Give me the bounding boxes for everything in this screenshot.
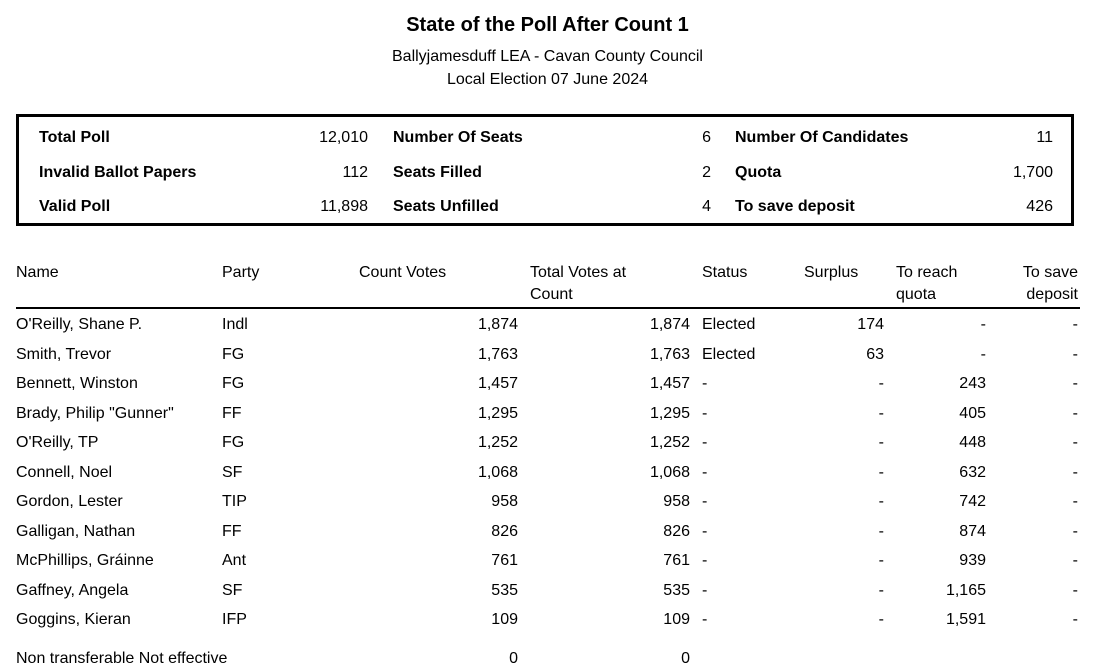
candidate-surplus: - (878, 463, 884, 481)
filled-value: 2 (702, 164, 711, 181)
table-row (0, 371, 1095, 397)
deposit-value: 426 (1026, 198, 1053, 215)
unfilled-value: 4 (702, 198, 711, 215)
candidate-name: O'Reilly, TP (16, 434, 99, 451)
unfilled-label: Seats Unfilled (393, 198, 499, 215)
candidate-to-save-deposit: - (1072, 552, 1078, 569)
candidate-name: O'Reilly, Shane P. (16, 316, 143, 333)
candidate-status: - (702, 581, 708, 599)
candidate-total-votes: 958 (663, 493, 690, 510)
seats-value: 6 (702, 129, 711, 146)
col-header-to-reach-line1: To reach (896, 264, 958, 281)
candidate-surplus: - (878, 404, 884, 422)
page-title: State of the Poll After Count 1 (406, 14, 689, 36)
election-subtitle: Local Election 07 June 2024 (446, 71, 649, 88)
candidate-total-votes: 1,068 (649, 463, 690, 481)
valid-value: 11,898 (320, 198, 368, 215)
candidate-party: Ant (222, 552, 247, 569)
quota-value: 1,700 (1012, 164, 1053, 181)
candidate-total-votes: 1,457 (649, 375, 690, 392)
col-header-total-votes-line2: Count (530, 286, 573, 303)
table-row (0, 430, 1095, 456)
col-header-count-votes: Count Votes (359, 264, 447, 281)
total-poll-value: 12,010 (319, 129, 368, 146)
deposit-label: To save deposit (735, 198, 855, 215)
non-transferable-total: 0 (681, 650, 690, 667)
candidate-surplus: - (878, 581, 884, 599)
candidate-status: - (702, 493, 708, 510)
lea-subtitle: Ballyjamesduff LEA - Cavan County Council (392, 48, 703, 65)
seats-label: Number Of Seats (393, 129, 523, 146)
candidate-status: - (702, 404, 708, 422)
col-header-status: Status (702, 264, 748, 281)
candidate-surplus: - (878, 611, 884, 628)
col-header-to-save-line2: deposit (1026, 286, 1078, 303)
col-header-to-reach-quota (896, 262, 957, 306)
candidate-surplus: - (878, 522, 884, 540)
candidate-count-votes: 1,874 (477, 316, 518, 333)
total-poll-label: Total Poll (39, 129, 110, 146)
table-row (0, 489, 1095, 515)
table-row (0, 548, 1095, 574)
col-header-name: Name (16, 264, 59, 281)
filled-label: Seats Filled (393, 164, 482, 181)
col-header-to-save-deposit (1023, 262, 1078, 306)
valid-label: Valid Poll (39, 198, 111, 215)
candidate-party: IFP (222, 611, 247, 628)
candidate-count-votes: 761 (491, 552, 518, 569)
candidate-party: FG (222, 375, 245, 392)
quota-label: Quota (735, 164, 782, 181)
table-row (0, 607, 1095, 633)
candidate-name: Brady, Philip "Gunner" (16, 404, 174, 422)
candidate-to-save-deposit: - (1072, 345, 1078, 363)
candidate-surplus: - (878, 375, 884, 392)
candidate-party: FG (222, 434, 245, 451)
col-header-to-save-line1: To save (1022, 264, 1078, 281)
candidate-name: McPhillips, Gráinne (16, 552, 154, 569)
candidate-name: Connell, Noel (16, 463, 113, 481)
candidate-to-save-deposit: - (1072, 611, 1078, 628)
candidate-status: - (702, 522, 708, 540)
col-header-to-reach-line2: quota (896, 286, 937, 303)
candidate-count-votes: 826 (491, 522, 518, 540)
candidate-to-reach-quota: 405 (959, 404, 986, 422)
candidate-to-reach-quota: 1,165 (945, 581, 986, 599)
candidate-total-votes: 1,295 (649, 404, 690, 422)
table-row (0, 342, 1095, 368)
candidate-to-save-deposit: - (1072, 375, 1078, 392)
non-transferable-label: Non transferable Not effective (16, 650, 228, 667)
candidate-total-votes: 826 (663, 522, 690, 540)
candidate-status: - (702, 375, 708, 392)
candidate-party: SF (222, 581, 243, 599)
candidate-total-votes: 1,874 (649, 316, 690, 333)
candidate-to-reach-quota: - (980, 345, 986, 363)
candidate-to-save-deposit: - (1072, 463, 1078, 481)
candidate-status: - (702, 434, 708, 451)
col-header-surplus: Surplus (804, 264, 859, 281)
candidate-total-votes: 761 (663, 552, 690, 569)
table-row (0, 460, 1095, 486)
candidate-count-votes: 1,252 (477, 434, 518, 451)
col-header-party: Party (222, 264, 260, 281)
candidate-status: Elected (702, 316, 756, 333)
candidate-count-votes: 958 (491, 493, 518, 510)
candidate-surplus: 174 (857, 316, 884, 333)
candidate-count-votes: 1,763 (477, 345, 518, 363)
candidate-name: Bennett, Winston (16, 375, 138, 392)
non-transferable-row (0, 646, 1095, 672)
candidate-to-save-deposit: - (1072, 434, 1078, 451)
candidate-to-save-deposit: - (1072, 404, 1078, 422)
candidate-total-votes: 109 (663, 611, 690, 628)
table-row (0, 401, 1095, 427)
candidate-name: Gaffney, Angela (16, 581, 129, 599)
candidate-surplus: - (878, 434, 884, 451)
candidate-total-votes: 1,763 (649, 345, 690, 363)
candidate-to-save-deposit: - (1072, 316, 1078, 333)
candidate-to-reach-quota: 939 (959, 552, 986, 569)
candidate-to-reach-quota: 742 (959, 493, 986, 510)
candidate-to-reach-quota: 874 (959, 522, 986, 540)
candidate-to-reach-quota: 1,591 (945, 611, 986, 628)
candidate-status: - (702, 552, 708, 569)
col-header-total-votes-line1: Total Votes at (530, 264, 627, 281)
candidate-total-votes: 535 (663, 581, 690, 599)
candidate-status: - (702, 611, 708, 628)
candidate-count-votes: 1,457 (477, 375, 518, 392)
candidate-to-save-deposit: - (1072, 522, 1078, 540)
table-row (0, 312, 1095, 338)
candidate-party: FF (222, 522, 242, 540)
candidate-party: FF (222, 404, 242, 422)
col-header-total-votes (530, 262, 626, 306)
candidate-surplus: - (878, 552, 884, 569)
invalid-label: Invalid Ballot Papers (39, 164, 197, 181)
candidate-to-reach-quota: - (980, 316, 986, 333)
candidate-count-votes: 535 (491, 581, 518, 599)
candidate-name: Gordon, Lester (16, 493, 123, 510)
summary-box (16, 114, 1074, 226)
candidate-status: Elected (702, 345, 756, 363)
table-row (0, 578, 1095, 604)
candidate-surplus: 63 (866, 345, 884, 363)
candidate-party: SF (222, 463, 243, 481)
candidates-value: 11 (1036, 129, 1053, 146)
candidate-party: Indl (222, 316, 248, 333)
candidate-party: FG (222, 345, 245, 363)
candidate-name: Goggins, Kieran (16, 611, 131, 628)
candidate-status: - (702, 463, 708, 481)
candidate-to-save-deposit: - (1072, 493, 1078, 510)
invalid-value: 112 (342, 164, 368, 181)
candidate-name: Galligan, Nathan (16, 522, 136, 540)
non-transferable-count: 0 (509, 650, 518, 667)
candidate-party: TIP (222, 493, 247, 510)
candidates-label: Number Of Candidates (735, 129, 909, 146)
candidate-to-reach-quota: 243 (959, 375, 986, 392)
candidate-count-votes: 1,068 (477, 463, 518, 481)
candidate-to-reach-quota: 448 (959, 434, 986, 451)
candidate-to-reach-quota: 632 (959, 463, 986, 481)
candidate-count-votes: 1,295 (477, 404, 518, 422)
table-row (0, 519, 1095, 545)
candidate-surplus: - (878, 493, 884, 510)
candidate-name: Smith, Trevor (16, 345, 112, 363)
candidate-count-votes: 109 (491, 611, 518, 628)
candidate-to-save-deposit: - (1072, 581, 1078, 599)
candidate-total-votes: 1,252 (649, 434, 690, 451)
header-divider (16, 307, 1080, 309)
